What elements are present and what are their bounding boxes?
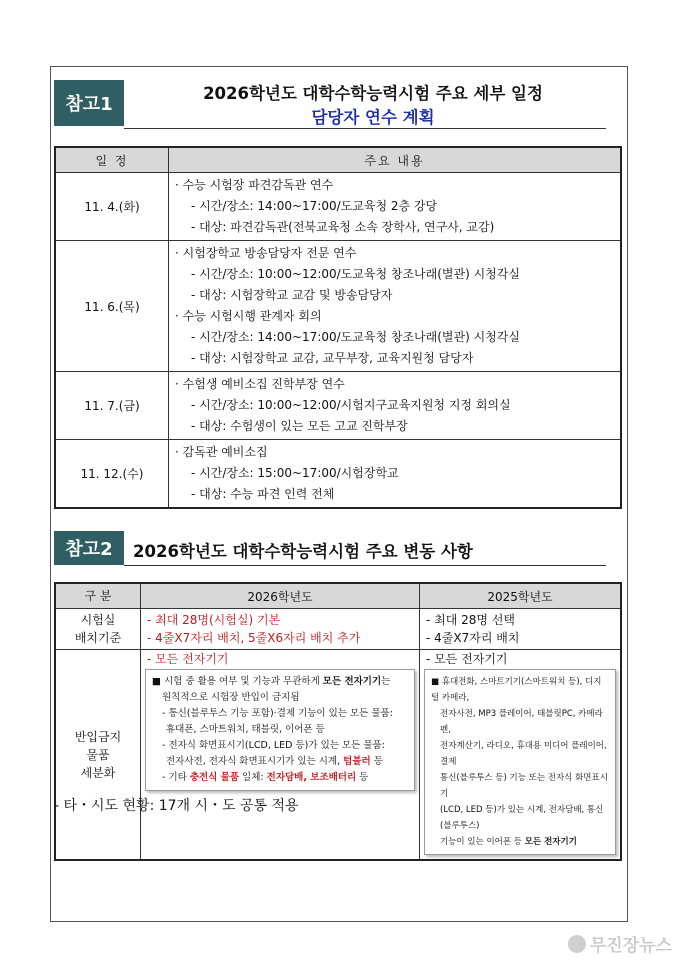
watermark-logo-icon xyxy=(568,935,586,953)
schedule-date: 11. 4.(화) xyxy=(55,173,169,241)
changes-table xyxy=(54,582,622,861)
note-text: 는 xyxy=(381,676,391,687)
note-text: ■ 시험 중 활용 여부 및 기능과 무관하게 xyxy=(152,676,323,687)
schedule-line: - 대상: 시험장학교 교감 및 방송담당자 xyxy=(191,288,393,302)
ref2-divider xyxy=(124,565,606,566)
schedule-line: - 대상: 수험생이 있는 모든 고교 진학부장 xyxy=(191,419,408,433)
note-line: 휴대폰, 스마트워치, 태블릿, 이어폰 등 xyxy=(166,724,325,735)
table-row xyxy=(55,650,621,861)
schedule-line: · 수험생 예비소집 진학부장 연수 xyxy=(175,377,345,391)
ref2-badge: 참고2 xyxy=(54,531,124,565)
schedule-line: - 시간/장소: 15:00~17:00/시험장학교 xyxy=(191,466,399,480)
note-line: (LCD, LED 등)가 있는 시계, 전자담배, 통신(블루투스) xyxy=(440,805,604,831)
schedule-header-content: 주요 내용 xyxy=(169,147,622,173)
seating-2025-line: - 최대 28명 선택 xyxy=(426,613,516,627)
ref1-divider xyxy=(124,128,606,129)
category-line: 반입금지 xyxy=(74,729,122,744)
schedule-content xyxy=(169,241,622,372)
category-line: 물품 xyxy=(86,747,110,762)
banned-2025 xyxy=(420,650,622,861)
footer-note: - 타・시도 현황: 17개 시・도 공통 적용 xyxy=(54,798,299,814)
schedule-date: 11. 6.(목) xyxy=(55,241,169,372)
banned-2026-head: - 모든 전자기기 xyxy=(147,652,229,666)
note-line: ■ 휴대전화, 스마트기기(스마트워치 등), 디지털 카메라, xyxy=(431,677,602,703)
schedule-line: · 수능 시험장 파견감독관 연수 xyxy=(175,178,334,192)
note-line: 원칙적으로 시험장 반입이 금지됨 xyxy=(162,692,300,703)
note-text: 등 xyxy=(356,772,369,783)
note-text: 등 xyxy=(370,756,383,767)
banned-2025-head: - 모든 전자기기 xyxy=(426,652,508,666)
category-line: 시험실 xyxy=(80,613,116,627)
ref1-title: 2026학년도 대학수학능력시험 주요 세부 일정 xyxy=(203,84,543,103)
schedule-line: - 대상: 파견감독관(전북교육청 소속 장학사, 연구사, 교감) xyxy=(191,220,495,234)
category-line: 배치기준 xyxy=(74,631,122,645)
schedule-line: · 시험장학교 방송담당자 전문 연수 xyxy=(175,246,357,260)
category-line: 세분화 xyxy=(80,765,116,780)
seating-2026 xyxy=(141,609,420,650)
banned-2026 xyxy=(141,650,420,861)
watermark-text: 무진장뉴스 xyxy=(589,936,672,956)
table-row xyxy=(55,173,621,241)
note-red: 텀블러 xyxy=(343,756,371,767)
note-text: 전자사전, 전자식 화면표시기가 있는 시계, xyxy=(166,756,344,767)
table-row xyxy=(55,440,621,509)
note-bold: 모든 전자기기 xyxy=(524,837,577,847)
note-red: 전자담배, 보조배터리 xyxy=(266,772,357,783)
seating-2025-line: - 4줄X7자리 배치 xyxy=(426,631,520,645)
note-line: 전자계산기, 라디오, 휴대용 미디어 플레이어, 결제 xyxy=(440,741,607,767)
note-text: - 기타 xyxy=(162,772,190,783)
note-line: - 전자식 화면표시기(LCD, LED 등)가 있는 모든 물품: xyxy=(162,740,385,751)
note-line: - 통신(블루투스 기능 포함)·결제 기능이 있는 모든 물품: xyxy=(162,708,393,719)
note-bold: 모든 전자기기 xyxy=(322,676,382,687)
table-row xyxy=(55,241,621,372)
seating-2026-line: - 4줄X7자리 배치, 5줄X6자리 배치 추가 xyxy=(147,631,361,645)
seating-2026-line: - 최대 28명(시험실) 기본 xyxy=(147,613,281,627)
note-line: 전자사전, MP3 플레이어, 태블릿PC, 카메라 펜, xyxy=(440,709,603,735)
note-line xyxy=(152,770,408,786)
schedule-line: - 시간/장소: 14:00~17:00/도교육청 2층 강당 xyxy=(191,199,438,213)
note-text: 기능이 있는 이어폰 등 xyxy=(440,837,525,847)
schedule-line: - 대상: 수능 파견 인력 전체 xyxy=(191,487,335,501)
schedule-date: 11. 12.(수) xyxy=(55,440,169,509)
changes-header-2025: 2025학년도 xyxy=(420,583,622,609)
ref1-subtitle: 담당자 연수 계획 xyxy=(311,108,435,127)
note-red: 충전식 물품 xyxy=(189,772,240,783)
schedule-line: · 수능 시험시행 관계자 회의 xyxy=(175,309,322,323)
banned-category xyxy=(55,650,141,861)
changes-header-2026: 2026학년도 xyxy=(141,583,420,609)
schedule-header-date: 일 정 xyxy=(55,147,169,173)
schedule-header-row xyxy=(55,147,621,173)
schedule-line: - 시간/장소: 10:00~12:00/도교육청 창조나래(별관) 시청각실 xyxy=(191,267,520,281)
schedule-content xyxy=(169,173,622,241)
banned-2026-notebox xyxy=(145,669,415,791)
table-row xyxy=(55,609,621,650)
schedule-line: - 대상: 시험장학교 교감, 교무부장, 교육지원청 담당자 xyxy=(191,351,474,365)
schedule-date: 11. 7.(금) xyxy=(55,372,169,440)
note-line: 통신(블루투스 등) 기능 또는 전자식 화면표시기 xyxy=(440,773,608,799)
schedule-line: - 시간/장소: 14:00~17:00/도교육청 창조나래(별관) 시청각실 xyxy=(191,330,520,344)
ref1-badge: 참고1 xyxy=(54,80,124,126)
changes-header-category: 구 분 xyxy=(55,583,141,609)
banned-2025-notebox xyxy=(424,669,616,855)
schedule-line: · 감독관 예비소집 xyxy=(175,445,268,459)
note-line xyxy=(152,754,408,770)
changes-header-row xyxy=(55,583,621,609)
schedule-content xyxy=(169,372,622,440)
schedule-line: - 시간/장소: 10:00~12:00/시험지구교육지원청 지정 회의실 xyxy=(191,398,511,412)
note-line xyxy=(152,674,408,690)
ref2-title: 2026학년도 대학수학능력시험 주요 변동 사항 xyxy=(133,542,473,561)
table-row xyxy=(55,372,621,440)
seating-2025 xyxy=(420,609,622,650)
note-line xyxy=(431,834,609,850)
note-text: 일체: xyxy=(239,772,267,783)
seating-category xyxy=(55,609,141,650)
schedule-table xyxy=(54,146,622,509)
schedule-content xyxy=(169,440,622,509)
watermark xyxy=(568,931,672,956)
